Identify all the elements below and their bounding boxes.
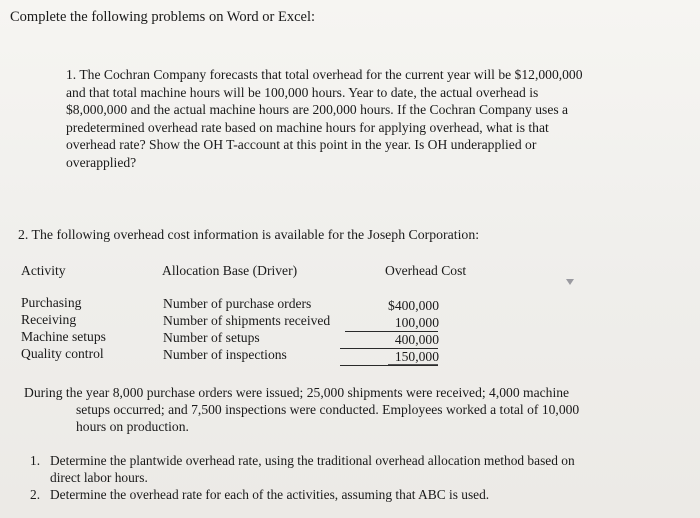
column-header-driver: Allocation Base (Driver) (162, 263, 298, 278)
table-cell-driver: Number of purchase orders (163, 296, 312, 311)
problem-2-intro: 2. The following overhead cost information is available for the Joseph Corporation: (18, 227, 480, 242)
problem-1-line: and that total machine hours will be 100,000 hours. Year to date, the actual overhead is (66, 84, 539, 100)
table-cell-activity: Quality control (21, 346, 104, 361)
instructions-heading: Complete the following problems on Word or Excel: (10, 9, 316, 25)
paragraph-line: During the year 8,000 purchase orders were issued; 25,000 shipments were received; 4,000 machine (24, 385, 570, 400)
question-line: Determine the plantwide overhead rate, using the traditional overhead allocation method based on (50, 453, 575, 468)
table-cell-activity: Purchasing (21, 295, 82, 310)
table-cell-driver: Number of shipments received (163, 313, 331, 328)
cursor-arrow-icon (566, 279, 574, 285)
table-cell-driver: Number of inspections (163, 347, 287, 362)
question-line: direct labor hours. (50, 470, 148, 485)
table-cell-cost: $400,000 (388, 298, 439, 313)
question-item (30, 452, 575, 486)
problem-1-line: 1. The Cochran Company forecasts that total overhead for the current year will be $12,000,000 (66, 67, 583, 82)
problem-1-line: predetermined overhead rate based on machine hours for applying overhead, what is that (66, 119, 549, 135)
paragraph-line: setups occurred; and 7,500 inspections were conducted. Employees worked a total of 10,000 (76, 402, 580, 417)
double-underline-rule (388, 364, 438, 365)
underline-rule (340, 365, 438, 366)
table-cell-driver: Number of setups (163, 330, 260, 345)
question-number: 2. (30, 487, 41, 502)
table-cell-activity: Receiving (21, 312, 77, 327)
table-cell-cost: 100,000 (394, 315, 439, 330)
table-cell-cost: 400,000 (394, 332, 439, 347)
paragraph-line: hours on production. (76, 419, 189, 434)
question-number: 1. (30, 453, 41, 468)
problem-1-line: $8,000,000 and the actual machine hours are 200,000 hours. If the Cochran Company uses a (66, 102, 569, 118)
table-cell-cost: 150,000 (394, 349, 439, 364)
underline-rule (345, 331, 438, 332)
underline-rule (340, 348, 438, 349)
problem-1-line: overapplied? (66, 154, 137, 170)
problem-1 (66, 66, 656, 172)
question-list (30, 452, 575, 503)
column-header-activity: Activity (21, 263, 66, 278)
production-paragraph (24, 384, 579, 435)
question-line: Determine the overhead rate for each of the activities, assuming that ABC is used. (50, 487, 490, 502)
question-item (30, 486, 575, 503)
table-cell-activity: Machine setups (21, 329, 106, 344)
column-header-cost: Overhead Cost (385, 263, 467, 278)
problem-1-line: overhead rate? Show the OH T-account at this point in the year. Is OH underapplied or (66, 137, 537, 153)
